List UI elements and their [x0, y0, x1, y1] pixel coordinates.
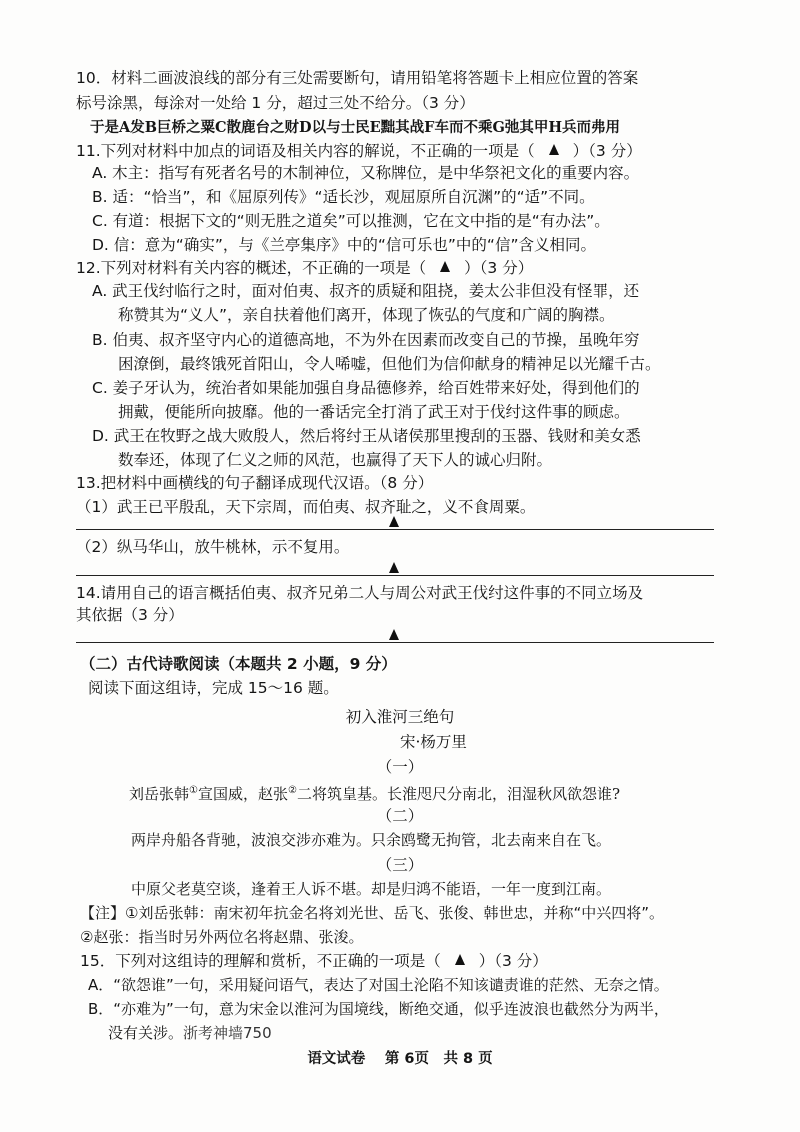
poem-stanza-1-a: 刘岳张韩 — [129, 785, 190, 803]
poem-author: 宋·杨万里 — [400, 733, 467, 751]
answer-triangle-icon — [389, 629, 399, 640]
poem-stanza-1 — [129, 781, 620, 804]
q15-option-b-line1: B．“亦难为”一句，意为宋金以淮河为国境线，断绝交通，似乎连波浪也截然分为两半， — [88, 1000, 669, 1018]
answer-line — [76, 642, 714, 643]
answer-triangle-icon — [455, 954, 465, 965]
poem-number-1: （一） — [376, 758, 424, 776]
poem-stanza-2: 两岸舟船各背驰，波浪交涉亦难为。只余鸥鹭无拘管，北去南来自在飞。 — [131, 831, 612, 849]
q12-option-b-line2: 困潦倒，最终饿死首阳山，令人唏嘘，但他们为信仰献身的精神足以光耀千古。 — [118, 355, 661, 373]
q12-option-a-line1: A. 武王伐纣临行之时，面对伯夷、叔齐的质疑和阻挠，姜太公非但没有怪罪，还 — [92, 282, 640, 300]
q12-option-d-line1: D. 武王在牧野之战大败殷人，然后将纣王从诸侯那里搜刮的玉器、钱财和美女悉 — [92, 427, 641, 445]
page-footer: 语文试卷 第 6页 共 8 页 — [307, 1051, 493, 1067]
q11-stem-post: ）（3 分） — [572, 142, 642, 160]
q10-sentence: 于是A发B巨桥之粟C散鹿台之财D以与士民E黜其战F车而不乘G弛其甲H兵而弗用 — [90, 119, 621, 136]
q13-stem: 13.把材料中画横线的句子翻译成现代汉语。（8 分） — [76, 474, 434, 492]
q10-line1: 10．材料二画波浪线的部分有三处需要断句，请用铅笔将答题卡上相应位置的答案 — [76, 69, 639, 87]
answer-triangle-icon — [389, 562, 399, 573]
q11-stem-pre: 11.下列对材料中加点的词语及相关内容的解说，不正确的一项是（ — [76, 142, 535, 160]
poem-stanza-3: 中原父老莫空谈，逢着王人诉不堪。却是归鸿不能语，一年一度到江南。 — [131, 880, 612, 898]
q15-option-b-text: 没有关涉。 — [108, 1024, 184, 1042]
q12-option-c-line2: 拥戴，便能所向披靡。他的一番话完全打消了武王对于伐纣这件事的顾虑。 — [118, 403, 630, 421]
watermark-text: 浙考神墙750 — [183, 1024, 272, 1042]
poem-number-2: （二） — [376, 807, 424, 825]
q10-line2: 标号涂黑，每涂对一处给 1 分，超过三处不给分。（3 分） — [76, 94, 475, 112]
q11-option-c: C. 有道：根据下文的“则无胜之道矣”可以推测，它在文中指的是“有办法”。 — [92, 212, 610, 230]
q12-option-b-line1: B. 伯夷、叔齐坚守内心的道德高地，不为外在因素而改变自己的节操，虽晚年穷 — [92, 331, 640, 349]
q12-option-c-line1: C. 姜子牙认为，统治者如果能加强自身品德修养，给百姓带来好处，得到他们的 — [92, 379, 640, 397]
section-intro: 阅读下面这组诗，完成 15～16 题。 — [88, 679, 339, 697]
q13-sentence-1: （1）武王已平殷乱，天下宗周，而伯夷、叔齐耻之，义不食周粟。 — [76, 498, 536, 516]
answer-triangle-icon — [389, 516, 399, 527]
poem-stanza-1-c: 二将筑皇基。长淮咫尺分南北，泪湿秋风欲怨谁? — [296, 785, 621, 803]
q11-option-a: A. 木主：指写有死者名号的木制神位，又称牌位，是中华祭祀文化的重要内容。 — [92, 164, 640, 182]
poem-title: 初入淮河三绝句 — [345, 708, 455, 726]
q15-stem-post: ）（3 分） — [478, 952, 548, 970]
q12-option-a-line2: 称赞其为“义人”，亲自扶着他们离开，体现了恢弘的气度和广阔的胸襟。 — [118, 306, 615, 324]
q14-line2: 其依据（3 分） — [76, 606, 184, 624]
note-marker-1: ① — [189, 785, 198, 796]
note-2: ②赵张：指当时另外两位名将赵鼎、张浚。 — [80, 928, 364, 946]
q11-option-d: D. 信：意为“确实”，与《兰亭集序》中的“信可乐也”中的“信”含义相同。 — [92, 236, 596, 254]
q12-stem — [76, 258, 533, 278]
q12-stem-post: ）（3 分） — [464, 259, 534, 277]
answer-line — [76, 529, 714, 530]
q15-stem — [80, 951, 548, 971]
section-heading: （二）古代诗歌阅读（本题共 2 小题，9 分） — [80, 655, 397, 673]
q15-stem-pre: 15．下列对这组诗的理解和赏析，不正确的一项是（ — [80, 952, 441, 970]
q12-stem-pre: 12.下列对材料有关内容的概述，不正确的一项是（ — [76, 259, 427, 277]
poem-stanza-1-b: 宣国威，赵张 — [197, 785, 288, 803]
answer-triangle-icon — [440, 261, 450, 272]
answer-line — [76, 575, 714, 576]
note-1: 【注】①刘岳张韩：南宋初年抗金名将刘光世、岳飞、张俊、韩世忠，并称“中兴四将”。 — [80, 904, 664, 922]
q14-line1: 14.请用自己的语言概括伯夷、叔齐兄弟二人与周公对武王伐纣这件事的不同立场及 — [76, 584, 644, 602]
q11-option-b: B. 适：“恰当”，和《屈原列传》“适长沙，观屈原所自沉渊”的“适”不同。 — [92, 188, 595, 206]
q15-option-a: A．“欲怨谁”一句，采用疑问语气，表达了对国土沦陷不知该谴责谁的茫然、无奈之情。 — [88, 976, 669, 994]
q15-option-b-line2 — [108, 1023, 272, 1043]
note-marker-2: ② — [288, 785, 297, 796]
q13-sentence-2: （2）纵马华山，放牛桃林，示不复用。 — [76, 538, 350, 556]
q11-stem — [76, 141, 642, 161]
answer-triangle-icon — [549, 144, 559, 155]
q12-option-d-line2: 数奉还，体现了仁义之师的风范，也赢得了天下人的诚心归附。 — [118, 451, 553, 469]
poem-number-3: （三） — [376, 856, 424, 874]
